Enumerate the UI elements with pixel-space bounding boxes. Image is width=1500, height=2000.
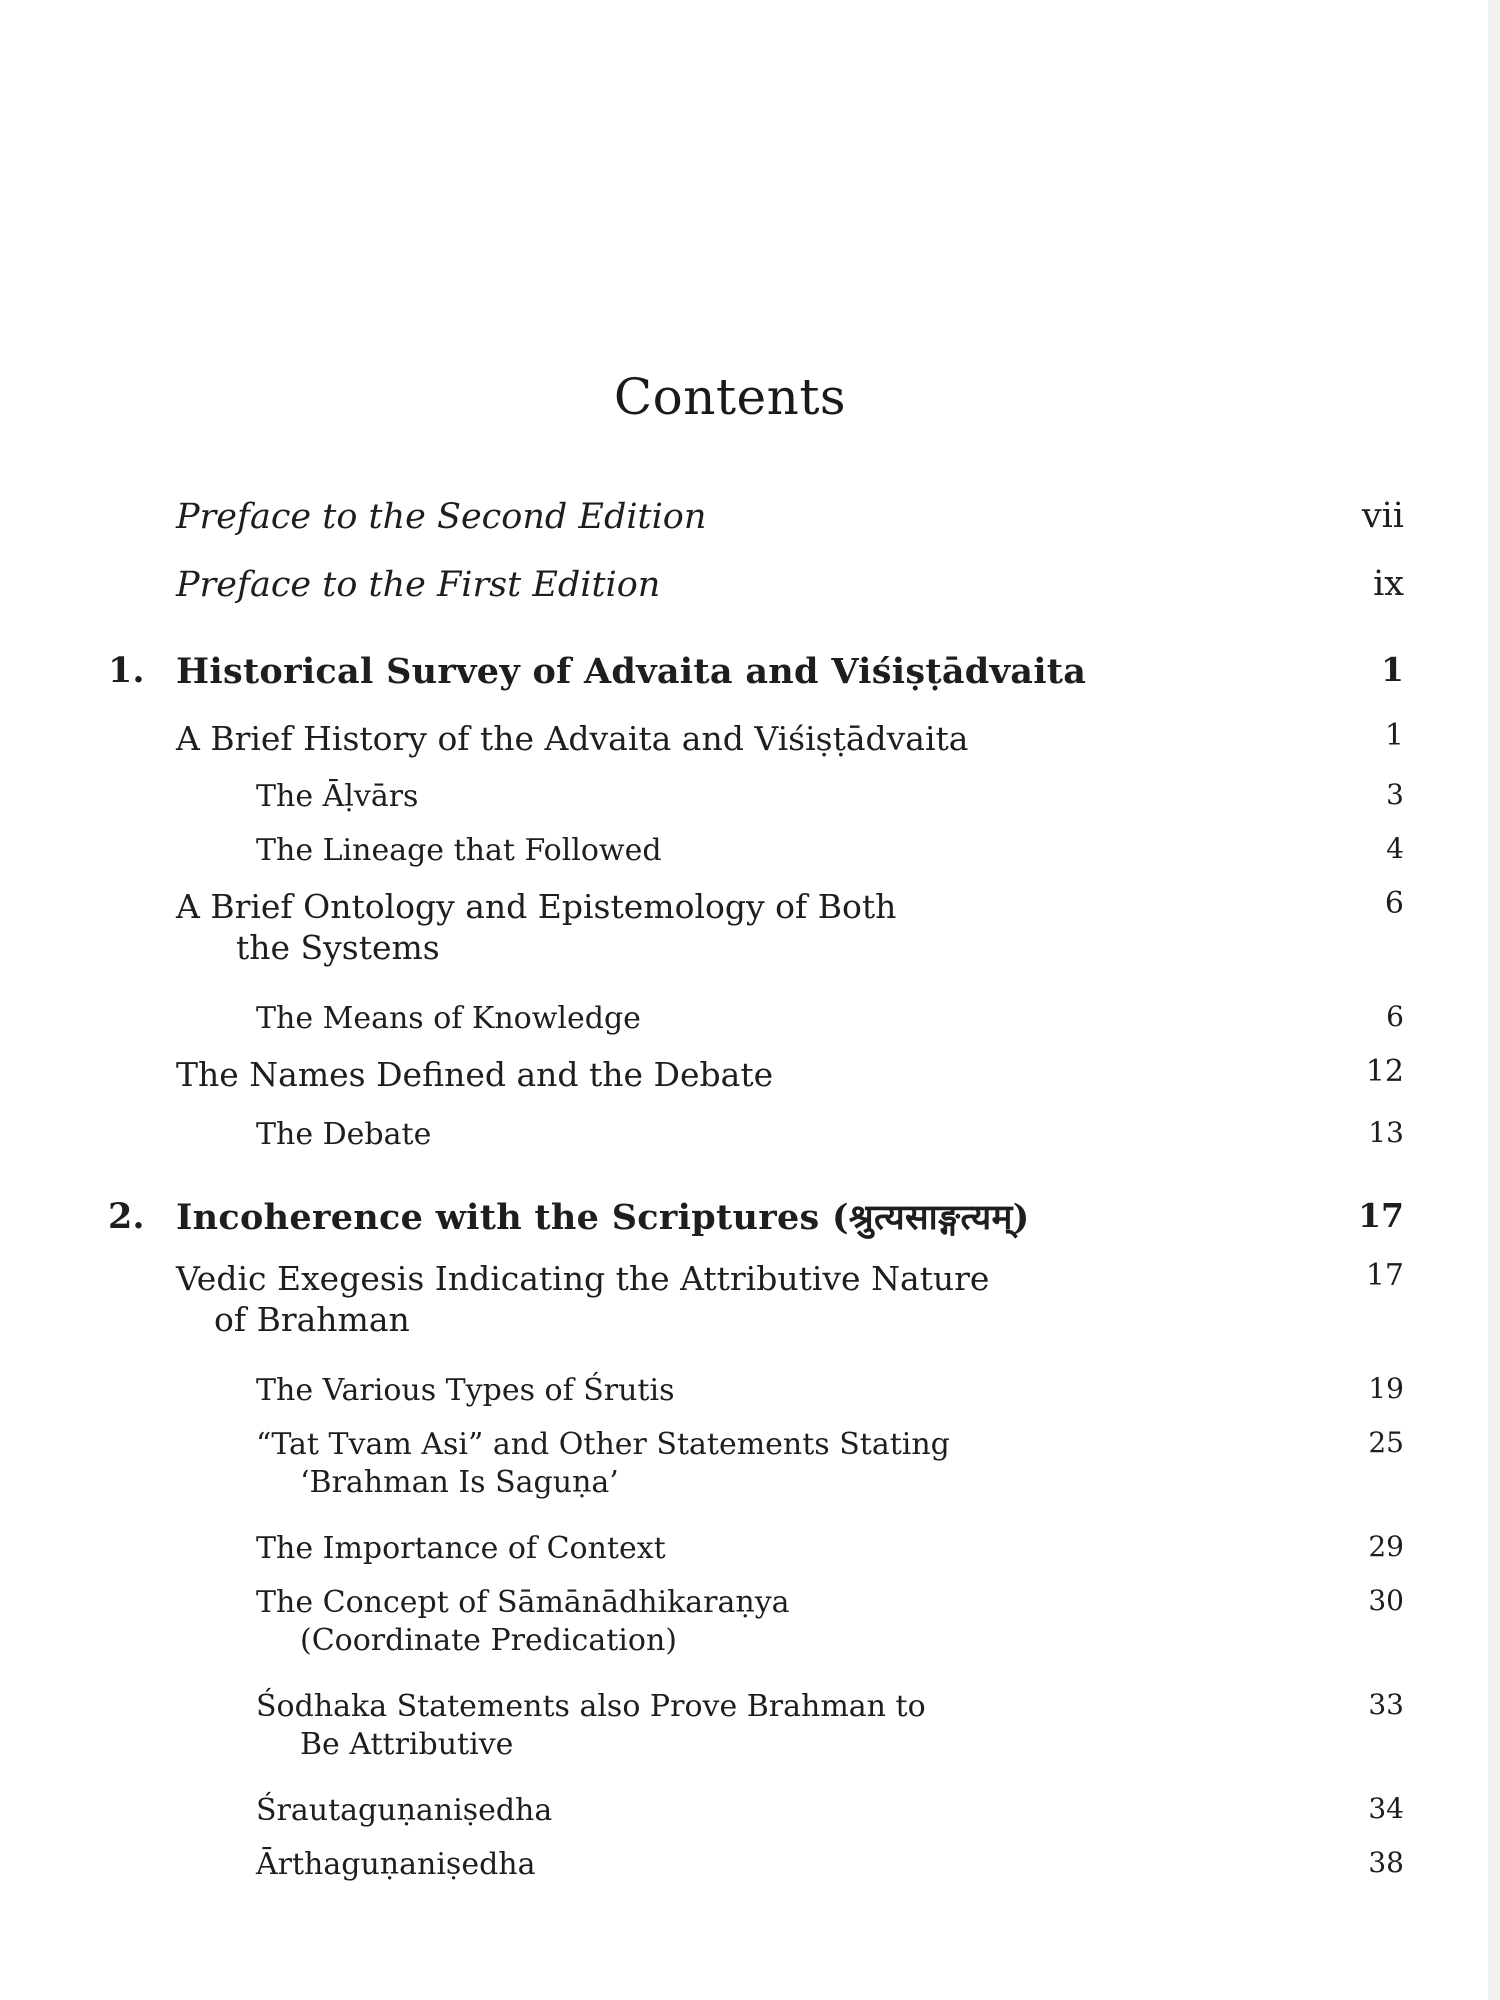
section-title-line2: of Brahman [214, 1300, 410, 1340]
subsection-title [256, 1688, 926, 1763]
toc-page-number: 1 [1384, 718, 1404, 753]
subsection-title-line2: (Coordinate Predication) [300, 1622, 677, 1658]
subsection-title: The Āḷvārs [256, 779, 419, 814]
subsection-title: Śrautaguṇaniṣedha [256, 1793, 553, 1828]
toc-page-number: 17 [1358, 1196, 1404, 1235]
section-title-line1: Vedic Exegesis Indicating the Attributive Nature [176, 1259, 990, 1298]
toc-page-number: 1 [1381, 650, 1404, 689]
toc-page-number: 19 [1368, 1372, 1404, 1405]
section-title-line2: the Systems [236, 928, 440, 968]
subsection-title: The Debate [256, 1117, 432, 1152]
toc-page-number: 4 [1386, 832, 1404, 865]
toc-entry-title: Preface to the Second Edition [176, 497, 707, 537]
toc-page-number: 12 [1365, 1054, 1404, 1089]
chapter-number: 2. [108, 1196, 145, 1237]
subsection-title: The Importance of Context [256, 1531, 666, 1566]
toc-page-number: 33 [1368, 1688, 1404, 1721]
subsection-title-line1: “Tat Tvam Asi” and Other Statements Stating [256, 1427, 950, 1462]
toc-page-number: 17 [1365, 1258, 1404, 1293]
subsection-title: The Various Types of Śrutis [256, 1373, 675, 1408]
subsection-title-line2: Be Attributive [300, 1726, 514, 1762]
toc-page-number: 25 [1368, 1426, 1404, 1459]
toc-page-number: vii [1361, 496, 1404, 536]
toc-page-number: 38 [1368, 1846, 1404, 1879]
section-title: A Brief History of the Advaita and Viśiṣṭādvaita [176, 719, 969, 758]
toc-page-number: 6 [1386, 1000, 1404, 1033]
toc-entry-title: Preface to the First Edition [176, 565, 661, 605]
chapter-title: Historical Survey of Advaita and Viśiṣṭādvaita [176, 651, 1087, 692]
page-title: Contents [613, 368, 847, 426]
toc-page-number: 6 [1384, 886, 1404, 921]
toc-page-number: ix [1373, 564, 1404, 604]
section-title: The Names Defined and the Debate [176, 1055, 774, 1094]
scan-edge-shadow [1488, 0, 1500, 2000]
section-title-line1: A Brief Ontology and Epistemology of Both [176, 887, 897, 926]
subsection-title: Ārthaguṇaniṣedha [256, 1847, 536, 1882]
chapter-number: 1. [108, 650, 145, 691]
toc-page-number: 29 [1368, 1530, 1404, 1563]
subsection-title: The Means of Knowledge [256, 1001, 641, 1036]
subsection-title-line1: Śodhaka Statements also Prove Brahman to [256, 1689, 926, 1724]
section-title [176, 1258, 989, 1341]
subsection-title [256, 1426, 950, 1501]
toc-page-number: 34 [1368, 1792, 1404, 1825]
toc-page-number: 3 [1386, 778, 1404, 811]
toc-page-number: 13 [1368, 1116, 1404, 1149]
subsection-title: The Lineage that Followed [256, 833, 662, 868]
subsection-title-line1: The Concept of Sāmānādhikaraṇya [256, 1585, 790, 1620]
subsection-title [256, 1584, 790, 1659]
chapter-title: Incoherence with the Scriptures (श्रुत्यसाङ्गत्यम्) [176, 1197, 1030, 1238]
toc-page-number: 30 [1368, 1584, 1404, 1617]
subsection-title-line2: ‘Brahman Is Saguṇa’ [300, 1464, 619, 1500]
section-title [176, 886, 896, 969]
